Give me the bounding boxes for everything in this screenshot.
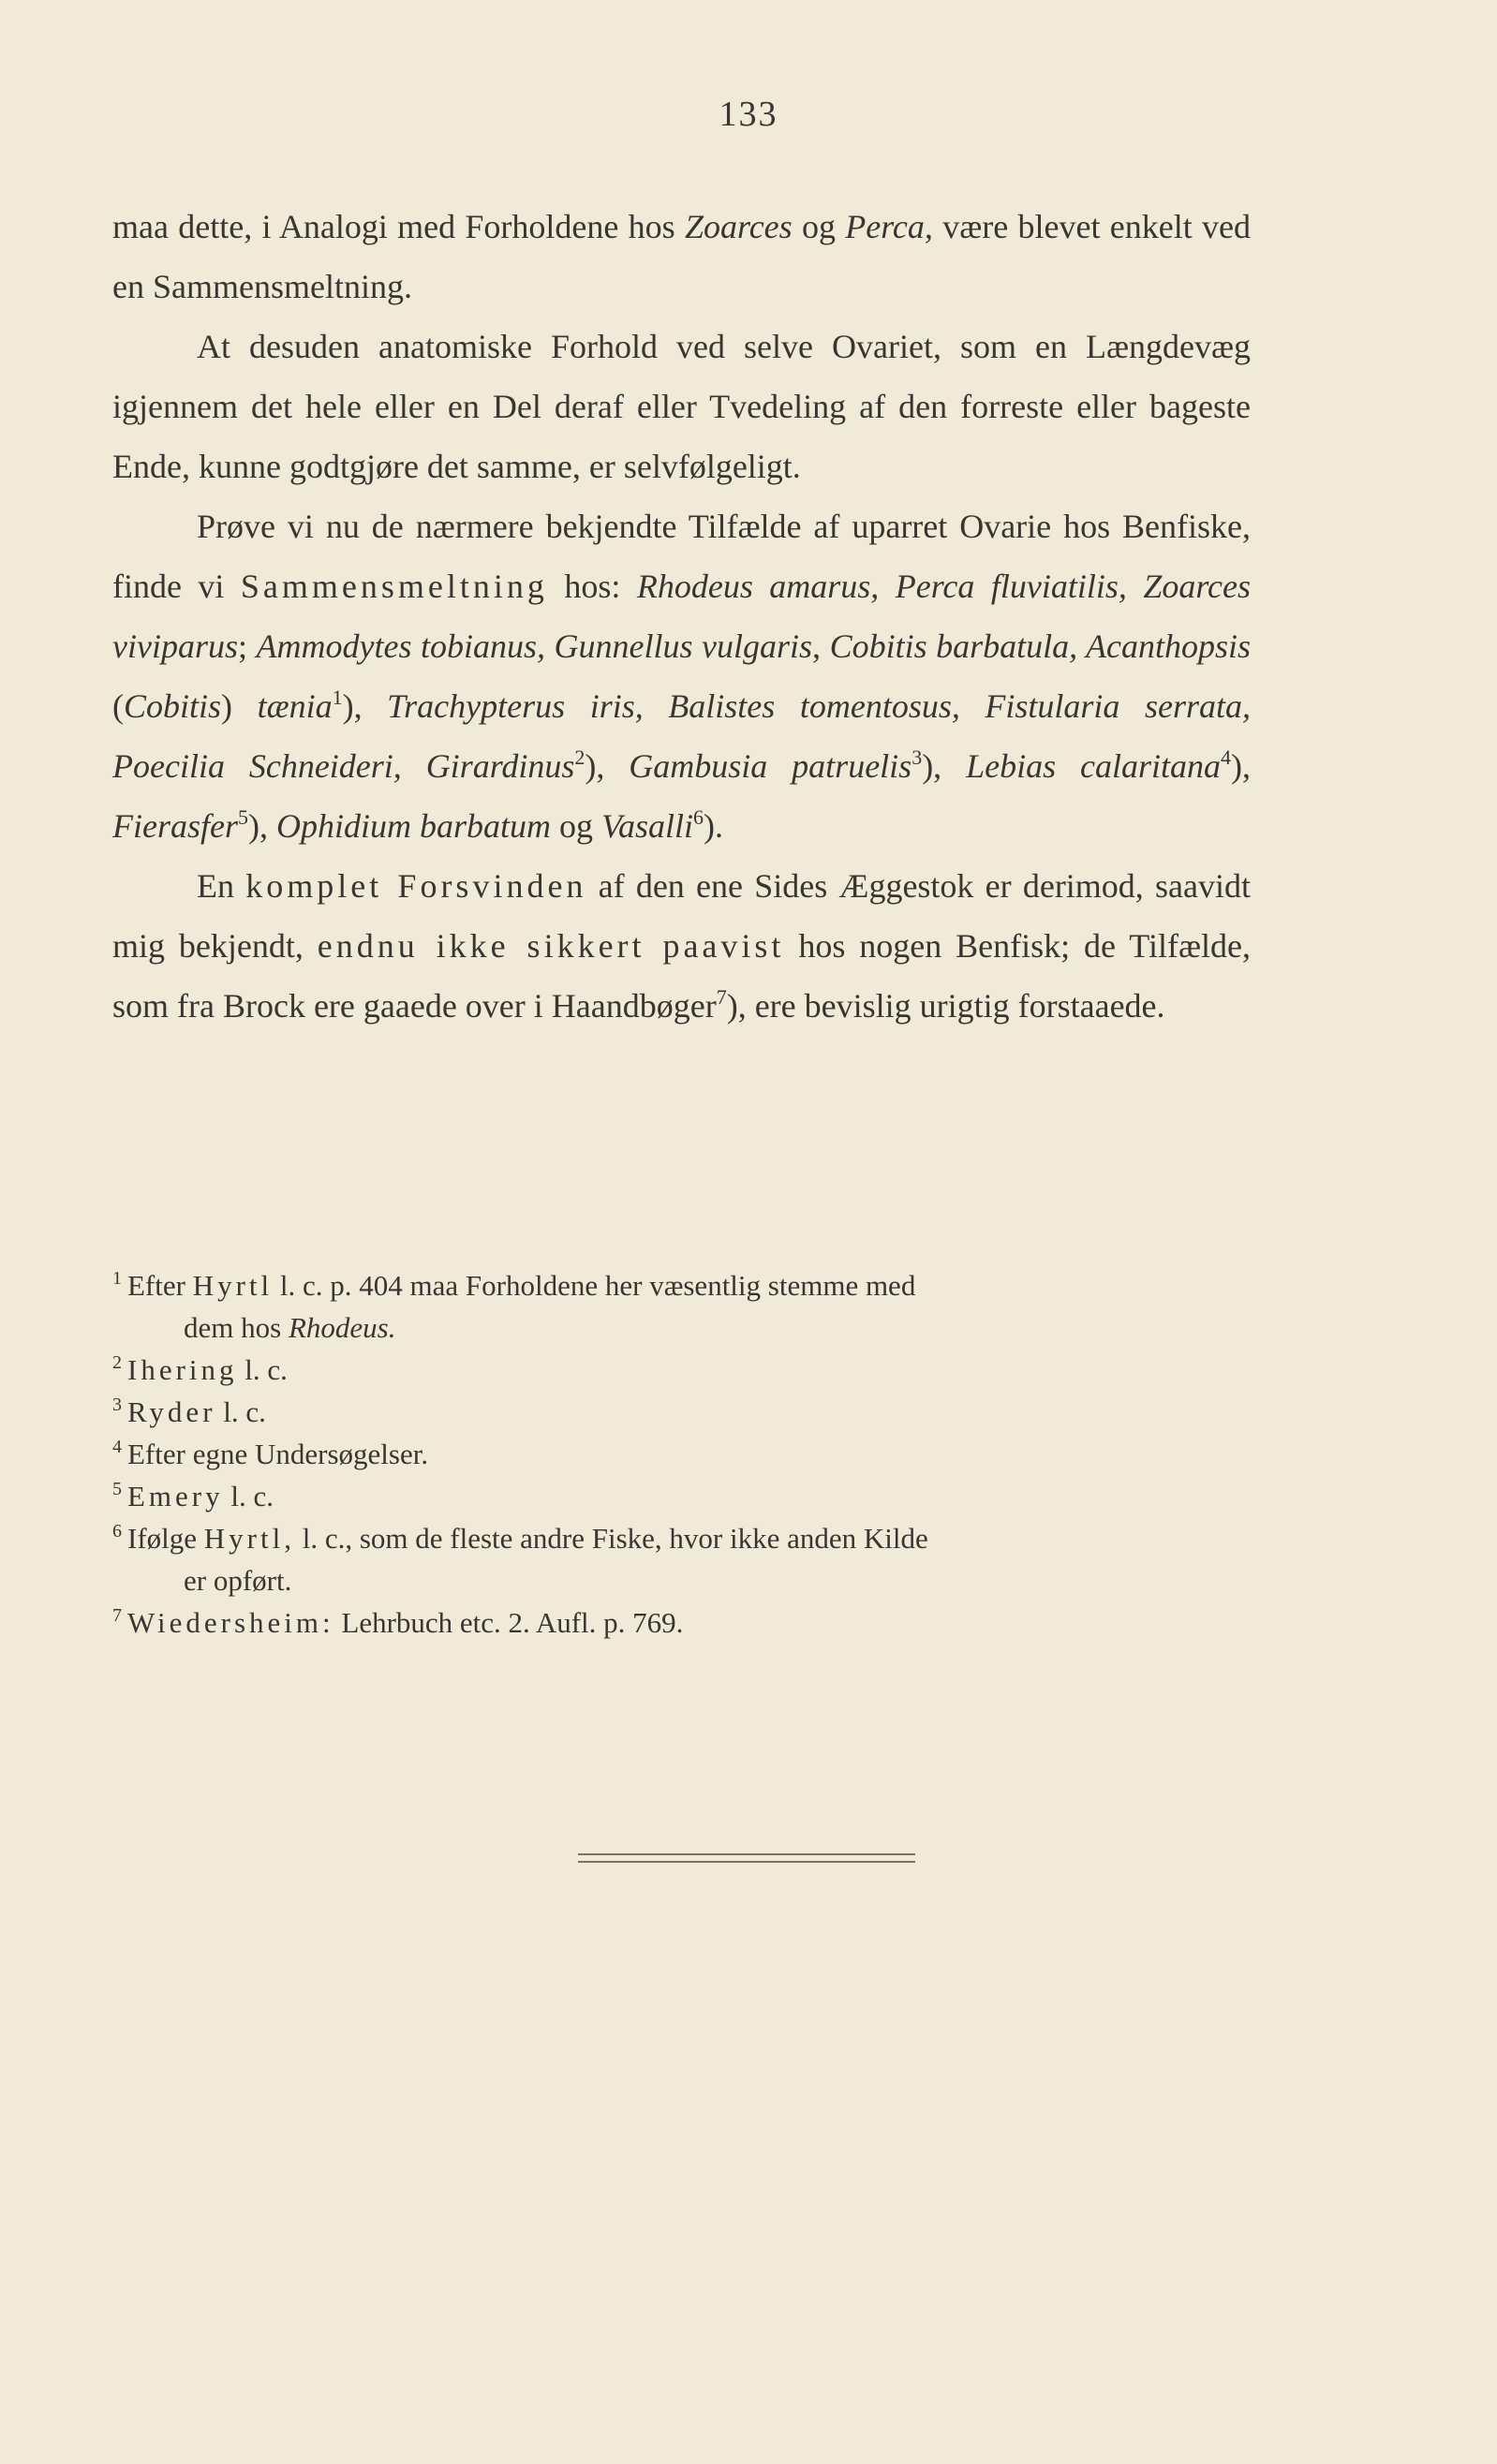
italic-text: Ammodytes tobianus, Gunnellus vulgaris bbox=[256, 627, 813, 665]
text: Ifølge bbox=[127, 1522, 204, 1555]
end-rule bbox=[578, 1861, 915, 1863]
italic-text: Lebias calaritana bbox=[966, 747, 1221, 785]
italic-text: Perca, bbox=[845, 208, 933, 245]
footnote-ref: 5 bbox=[237, 805, 248, 829]
footnote-mark: 2 bbox=[112, 1352, 122, 1373]
text: Lehrbuch etc. 2. Aufl. p. 769. bbox=[333, 1606, 684, 1639]
footnote-7 bbox=[112, 1601, 1251, 1644]
italic-text: Fierasfer bbox=[112, 807, 238, 845]
text: ( bbox=[112, 687, 124, 725]
italic-text: Rhodeus. bbox=[288, 1311, 396, 1344]
text: l. c. bbox=[237, 1353, 288, 1386]
paragraph-2 bbox=[112, 317, 1251, 496]
footnote-ref: 4 bbox=[1220, 745, 1231, 769]
spaced-text: endnu ikke sikkert paavist bbox=[317, 927, 785, 965]
text: af den ene Sides Æggestok er derimod, saavidt mig bekjendt, bbox=[112, 867, 1251, 965]
footnote-continuation bbox=[112, 1559, 1251, 1601]
text: og bbox=[551, 807, 601, 845]
text: ), bbox=[247, 807, 276, 845]
text: l. c. bbox=[223, 1480, 274, 1512]
footnote-ref: 2 bbox=[574, 745, 585, 769]
text: og bbox=[792, 208, 846, 245]
italic-text: Trachypterus iris, Balistes tomentosus, Fistularia serrata, Poecilia Schneideri, Girardinus bbox=[112, 687, 1251, 785]
italic-text: Cobitis bbox=[124, 687, 222, 725]
footnote-mark: 1 bbox=[112, 1268, 122, 1289]
body-text bbox=[112, 197, 1251, 1036]
text: ) bbox=[221, 687, 258, 725]
text: ), ere bevislig urigtig forstaaede. bbox=[726, 987, 1165, 1025]
footnote-ref: 3 bbox=[912, 745, 923, 769]
text: ), bbox=[342, 687, 388, 725]
spaced-text: Sammensmeltning bbox=[240, 568, 548, 605]
footnote-1 bbox=[112, 1264, 1251, 1349]
footnote-mark: 6 bbox=[112, 1521, 122, 1542]
spaced-text: Hyrtl, bbox=[203, 1522, 295, 1555]
paragraph-4 bbox=[112, 856, 1251, 1036]
text: , bbox=[812, 627, 830, 665]
text: En bbox=[197, 867, 246, 905]
footnote-3 bbox=[112, 1391, 1251, 1433]
text: l. c. bbox=[215, 1395, 266, 1428]
footnote-mark: 7 bbox=[112, 1605, 122, 1626]
footnote-2 bbox=[112, 1349, 1251, 1391]
text: ), bbox=[585, 747, 630, 785]
italic-text: Rhodeus amarus, Perca fluviatilis, Zoarces viviparus bbox=[112, 568, 1251, 665]
end-rule bbox=[578, 1853, 915, 1855]
text: er opført. bbox=[184, 1564, 292, 1597]
text: ). bbox=[704, 807, 724, 845]
italic-text: Cobitis barbatula, Acanthopsis bbox=[829, 627, 1252, 665]
text: være blevet enkelt ved en Sammensmeltning. bbox=[112, 208, 1251, 305]
footnote-5 bbox=[112, 1475, 1251, 1517]
text: At desuden anatomiske Forhold ved selve Ovariet, som en Længdevæg igjennem det hele eller en Del deraf eller Tvedeling af den forreste eller bageste Ende, kunne godtgjøre det samme, er selvfølgeligt. bbox=[112, 328, 1251, 485]
italic-text: Ophidium barbatum bbox=[275, 807, 551, 845]
paragraph-3 bbox=[112, 496, 1251, 856]
text: ), bbox=[922, 747, 967, 785]
footnote-mark: 5 bbox=[112, 1479, 122, 1499]
footnote-mark: 4 bbox=[112, 1437, 122, 1457]
footnote-6 bbox=[112, 1517, 1251, 1601]
italic-text: Vasalli bbox=[601, 807, 694, 845]
italic-text: tænia bbox=[257, 687, 333, 725]
footnote-4 bbox=[112, 1433, 1251, 1475]
text: ), bbox=[1230, 747, 1251, 785]
text: maa dette, i Analogi med Forholdene hos bbox=[112, 208, 685, 245]
footnote-ref: 7 bbox=[716, 985, 727, 1009]
text: Efter egne Undersøgelser. bbox=[127, 1438, 429, 1470]
spaced-text: Hyrtl bbox=[192, 1269, 274, 1302]
footnote-ref: 1 bbox=[332, 686, 343, 709]
spaced-text: Emery bbox=[127, 1480, 224, 1512]
text: hos: bbox=[547, 568, 637, 605]
footnote-continuation bbox=[112, 1306, 1251, 1349]
text: Efter bbox=[127, 1269, 193, 1302]
text: hos nogen Benfisk; de Tilfælde, som fra Brock ere gaaede over i Haandbøger bbox=[112, 927, 1251, 1025]
text: ; bbox=[237, 627, 257, 665]
italic-text: Zoarces bbox=[685, 208, 793, 245]
footnote-mark: 3 bbox=[112, 1394, 122, 1415]
text: l. c. p. 404 maa Forholdene her væsentlig stemme med bbox=[273, 1269, 916, 1302]
page-number: 133 bbox=[719, 95, 778, 134]
text: l. c., som de fleste andre Fiske, hvor ikke anden Kilde bbox=[294, 1522, 928, 1555]
spaced-text: Wiedersheim: bbox=[127, 1606, 334, 1639]
footnote-ref: 6 bbox=[693, 805, 704, 829]
paragraph-1 bbox=[112, 197, 1251, 317]
spaced-text: komplet Forsvinden bbox=[245, 867, 587, 905]
spaced-text: Ryder bbox=[127, 1395, 216, 1428]
spaced-text: Ihering bbox=[127, 1353, 238, 1386]
footnotes bbox=[112, 1264, 1251, 1644]
italic-text: Gambusia patruelis bbox=[629, 747, 912, 785]
text: Prøve vi nu de nærmere bekjendte Tilfælde af uparret Ovarie hos Benfiske, finde vi bbox=[112, 508, 1251, 605]
text: dem hos bbox=[184, 1311, 289, 1344]
